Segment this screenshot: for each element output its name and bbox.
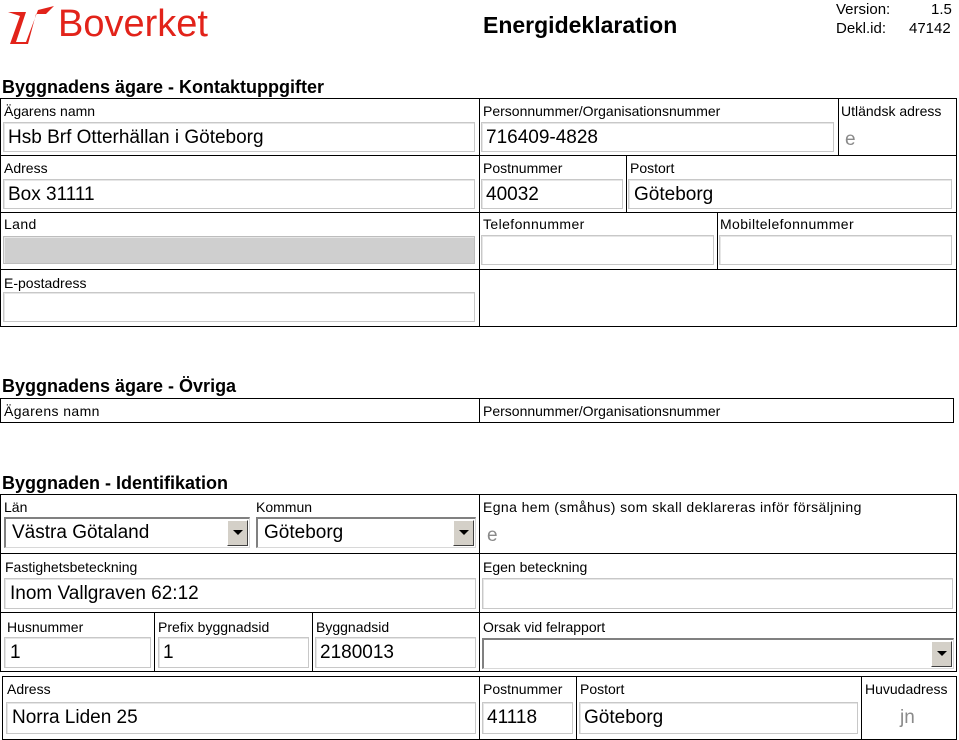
boverket-logo bbox=[6, 2, 221, 46]
owner-pnr-value: 716409-4828 bbox=[486, 127, 598, 148]
owner-contact-heading: Byggnadens ägare - Kontaktuppgifter bbox=[2, 77, 325, 97]
deklid-value: 47142 bbox=[909, 20, 951, 37]
owner-mobile-label: Mobiltelefonnummer bbox=[720, 216, 855, 232]
page-title: Energideklaration bbox=[483, 12, 678, 38]
version-value: 1.5 bbox=[931, 1, 952, 18]
identification-heading: Byggnaden - Identifikation bbox=[2, 473, 229, 493]
owner-postort-label: Postort bbox=[630, 160, 675, 176]
owner-name-value: Hsb Brf Otterhällan i Göteborg bbox=[8, 127, 264, 148]
byggnadsid-value: 2180013 bbox=[320, 642, 394, 663]
owner-address-label: Adress bbox=[4, 160, 48, 176]
kommun-label: Kommun bbox=[256, 499, 313, 515]
kommun-select[interactable] bbox=[256, 517, 476, 548]
boverket-logo-mark-icon bbox=[6, 2, 58, 46]
owner-email-label: E-postadress bbox=[4, 275, 87, 291]
owner-address-value: Box 31111 bbox=[8, 184, 95, 205]
id-postort-label: Postort bbox=[580, 681, 625, 697]
egnahem-label: Egna hem (småhus) som skall deklareras inför försäljning bbox=[483, 499, 862, 515]
deklid-label: Dekl.id: bbox=[836, 20, 887, 37]
id-postort-value: Göteborg bbox=[584, 707, 664, 728]
owner-other-heading: Byggnadens ägare - Övriga bbox=[2, 376, 237, 396]
owner-name-label: Ägarens namn bbox=[4, 103, 96, 119]
husnr-field[interactable] bbox=[4, 637, 151, 668]
id-postnr-label: Postnummer bbox=[483, 681, 563, 697]
owner-email-empty-cell bbox=[479, 269, 957, 327]
egen-label: Egen beteckning bbox=[483, 559, 588, 575]
kommun-select-value: Göteborg bbox=[264, 522, 344, 543]
owner-postnr-label: Postnummer bbox=[483, 160, 563, 176]
version-label: Version: bbox=[836, 1, 891, 18]
lan-label: Län bbox=[4, 499, 28, 515]
egen-field[interactable] bbox=[482, 578, 953, 609]
prefix-field[interactable] bbox=[158, 637, 309, 668]
egnahem-checkbox[interactable]: e bbox=[487, 525, 498, 546]
lan-select[interactable] bbox=[4, 517, 250, 548]
id-postnr-value: 41118 bbox=[487, 707, 538, 728]
owner-phone-field[interactable] bbox=[481, 235, 714, 265]
fastighet-label: Fastighetsbeteckning bbox=[5, 559, 138, 575]
owner-other-pnr-label: Personnummer/Organisationsnummer bbox=[483, 403, 721, 419]
huvudadress-label: Huvudadress bbox=[865, 681, 948, 697]
owner-postnr-value: 40032 bbox=[486, 184, 539, 205]
byggnadsid-label: Byggnadsid bbox=[316, 619, 390, 635]
owner-pnr-label: Personnummer/Organisationsnummer bbox=[483, 103, 721, 119]
id-address-label: Adress bbox=[7, 681, 51, 697]
owner-mobile-field[interactable] bbox=[719, 235, 952, 265]
owner-phone-label: Telefonnummer bbox=[483, 216, 585, 232]
owner-email-field[interactable] bbox=[3, 292, 475, 322]
husnr-value: 1 bbox=[10, 642, 21, 663]
owner-postort-value: Göteborg bbox=[634, 184, 714, 205]
foreign-address-checkbox[interactable]: e bbox=[845, 129, 856, 150]
id-address-value: Norra Liden 25 bbox=[12, 707, 138, 728]
orsak-dropdown-arrow-icon[interactable] bbox=[931, 641, 952, 667]
foreign-address-label: Utländsk adress bbox=[841, 103, 942, 119]
prefix-value: 1 bbox=[163, 642, 174, 663]
lan-select-value: Västra Götaland bbox=[12, 522, 150, 543]
orsak-label: Orsak vid felrapport bbox=[483, 619, 606, 635]
owner-land-label: Land bbox=[4, 216, 37, 232]
kommun-dropdown-arrow-icon[interactable] bbox=[453, 520, 474, 546]
husnr-label: Husnummer bbox=[7, 619, 84, 635]
fastighet-value: Inom Vallgraven 62:12 bbox=[10, 583, 199, 604]
lan-dropdown-arrow-icon[interactable] bbox=[227, 520, 248, 546]
huvudadress-checkbox[interactable]: jn bbox=[900, 707, 915, 728]
logo-text: Boverket bbox=[58, 3, 208, 45]
owner-land-field[interactable] bbox=[3, 236, 475, 264]
orsak-select[interactable] bbox=[482, 638, 954, 669]
owner-other-name-label: Ägarens namn bbox=[4, 403, 100, 419]
prefix-label: Prefix byggnadsid bbox=[158, 619, 270, 635]
